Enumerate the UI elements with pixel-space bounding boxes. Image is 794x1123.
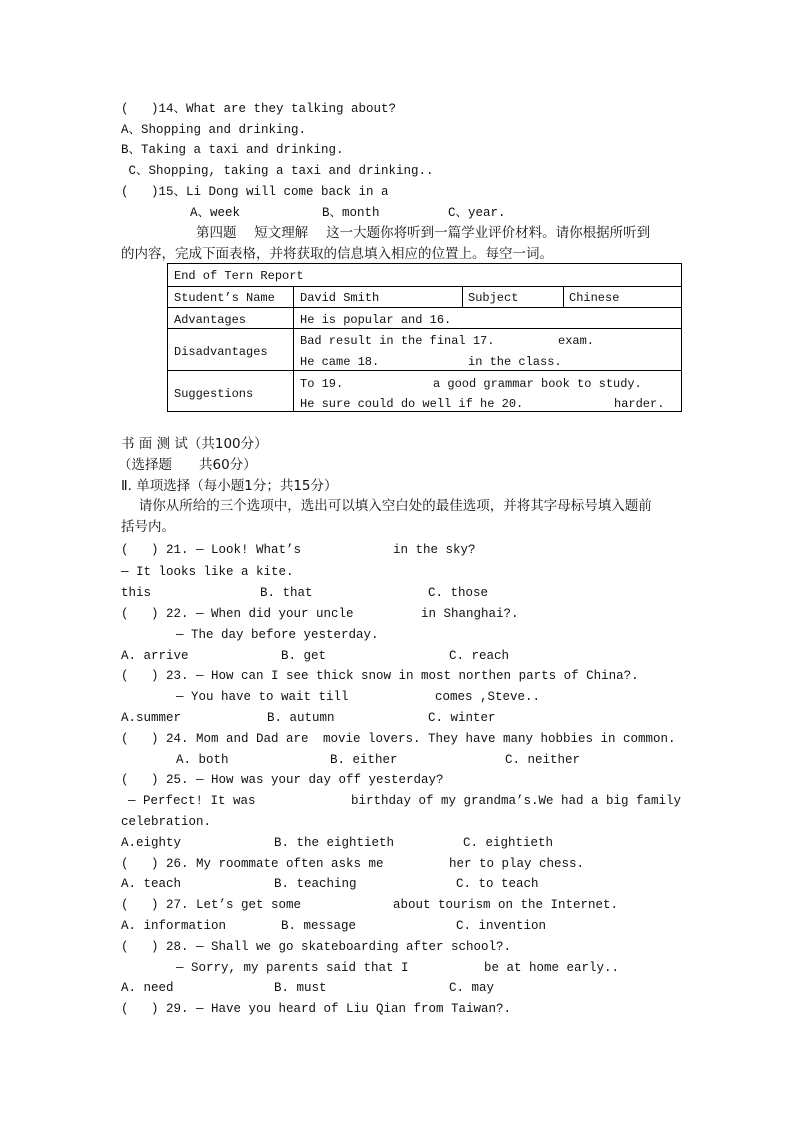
q25-stem: ( ) 25. — How was your day off yesterday? [121,773,444,787]
q26-stem-end: her to play chess. [449,857,585,871]
q14-stem: ( )14、What are they talking about? [121,102,397,116]
q25-reply: — Perfect! It was [128,794,256,808]
student-name-label: Student’s Name [174,291,275,305]
q28-reply: — Sorry, my parents said that I [176,961,409,975]
q15-option-b: B、month [322,206,380,220]
q26-stem: ( ) 26. My roommate often asks me [121,857,384,871]
part4-instruction-line2: 的内容，完成下面表格，并将获取的信息填入相应的位置上。每空一词。 [121,246,553,262]
q22-option-c: C. reach [449,649,510,663]
q24-stem-end: movie lovers. They have many hobbies in common. [323,732,676,746]
q23-option-c: C. winter [428,711,496,725]
q14-option-b: B、Taking a taxi and drinking. [121,143,344,157]
q27-stem-end: about tourism on the Internet. [393,898,619,912]
q22-stem-end: in Shanghai?. [421,607,519,621]
suggestions-line1-end: a good grammar book to study. [433,377,642,391]
disadvantages-line2-end: in the class. [468,355,562,369]
q23-reply: — You have to wait till [176,690,349,704]
q28-reply-end: be at home early.. [484,961,620,975]
q24-stem: ( ) 24. Mom and Dad are [121,732,309,746]
suggestions-line1: To 19. [300,377,344,391]
q27-option-a: A. information [121,919,227,933]
q21-option-c: C. those [428,586,489,600]
q26-option-a: A. teach [121,877,182,891]
q24-option-c: C. neither [505,753,581,767]
q22-option-a: A. arrive [121,649,189,663]
q22-reply: — The day before yesterday. [176,628,379,642]
q21-reply: — It looks like a kite. [121,565,294,579]
q21-stem: ( ) 21. — Look! What’s [121,543,302,557]
q21-option-b: B. that [260,586,313,600]
subject-label: Subject [468,291,519,305]
suggestions-line2-end: harder. [614,397,665,411]
disadvantages-line2: He came 18. [300,355,380,369]
disadvantages-line1: Bad result in the final 17. [300,334,495,348]
q22-option-b: B. get [281,649,327,663]
q25-reply-end: birthday of my grandma’s.We had a big family [351,794,682,808]
q25-option-b: B. the eightieth [274,836,395,850]
q27-stem: ( ) 27. Let’s get some [121,898,302,912]
q23-reply-end: comes ,Steve.. [435,690,541,704]
advantages-value: He is popular and 16. [300,313,452,327]
q21-stem-end: in the sky? [393,543,476,557]
q14-option-a: A、Shopping and drinking. [121,123,307,137]
disadvantages-label: Disadvantages [174,345,268,359]
q24-option-b: B. either [330,753,398,767]
q29-stem: ( ) 29. — Have you heard of Liu Qian from Taiwan?. [121,1002,512,1016]
q25-option-a: A.eighty [121,836,182,850]
q24-option-a: A. both [176,753,229,767]
q23-option-b: B. autumn [267,711,335,725]
q23-stem: ( ) 23. — How can I see thick snow in most northen parts of China?. [121,669,639,683]
q15-option-a: A、week [190,206,241,220]
q23-option-a: A.summer [121,711,182,725]
written-test-header: 书 面 测 试（共100分） [121,436,268,452]
q26-option-b: B. teaching [274,877,357,891]
q27-option-c: C. invention [456,919,547,933]
report-table [167,263,682,412]
multiple-choice-subheader: （选择题 共60分） [118,457,257,473]
advantages-label: Advantages [174,313,247,327]
q15-option-c: C、year. [448,206,506,220]
instruction-line1: 请你从所给的三个选项中，选出可以填入空白处的最佳选项，并将其字母标号填入题前 [121,498,652,514]
student-name-value: David Smith [300,291,380,305]
q21-option-a: this [121,586,152,600]
part4-instruction-line1: 第四题 短文理解 这一大题你将听到一篇学业评价材料。请你根据所听到 [196,225,651,241]
q28-option-a: A. need [121,981,174,995]
q26-option-c: C. to teach [456,877,539,891]
q28-stem: ( ) 28. — Shall we go skateboarding after school?. [121,940,512,954]
instruction-line2: 括号内。 [121,519,175,535]
section-title: Ⅱ. 单项选择（每小题1分；共15分） [121,478,338,494]
report-title: End of Tern Report [174,269,304,283]
disadvantages-line1-end: exam. [558,334,595,348]
suggestions-line2: He sure could do well if he 20. [300,397,524,411]
subject-value: Chinese [569,291,620,305]
q25-option-c: C. eightieth [463,836,554,850]
q14-option-c: C、Shopping, taking a taxi and drinking.. [121,164,434,178]
q15-stem: ( )15、Li Dong will come back in a [121,185,389,199]
suggestions-label: Suggestions [174,387,254,401]
q25-reply-cont: celebration. [121,815,212,829]
q27-option-b: B. message [281,919,357,933]
q28-option-c: C. may [449,981,495,995]
q22-stem: ( ) 22. — When did your uncle [121,607,354,621]
q28-option-b: B. must [274,981,327,995]
